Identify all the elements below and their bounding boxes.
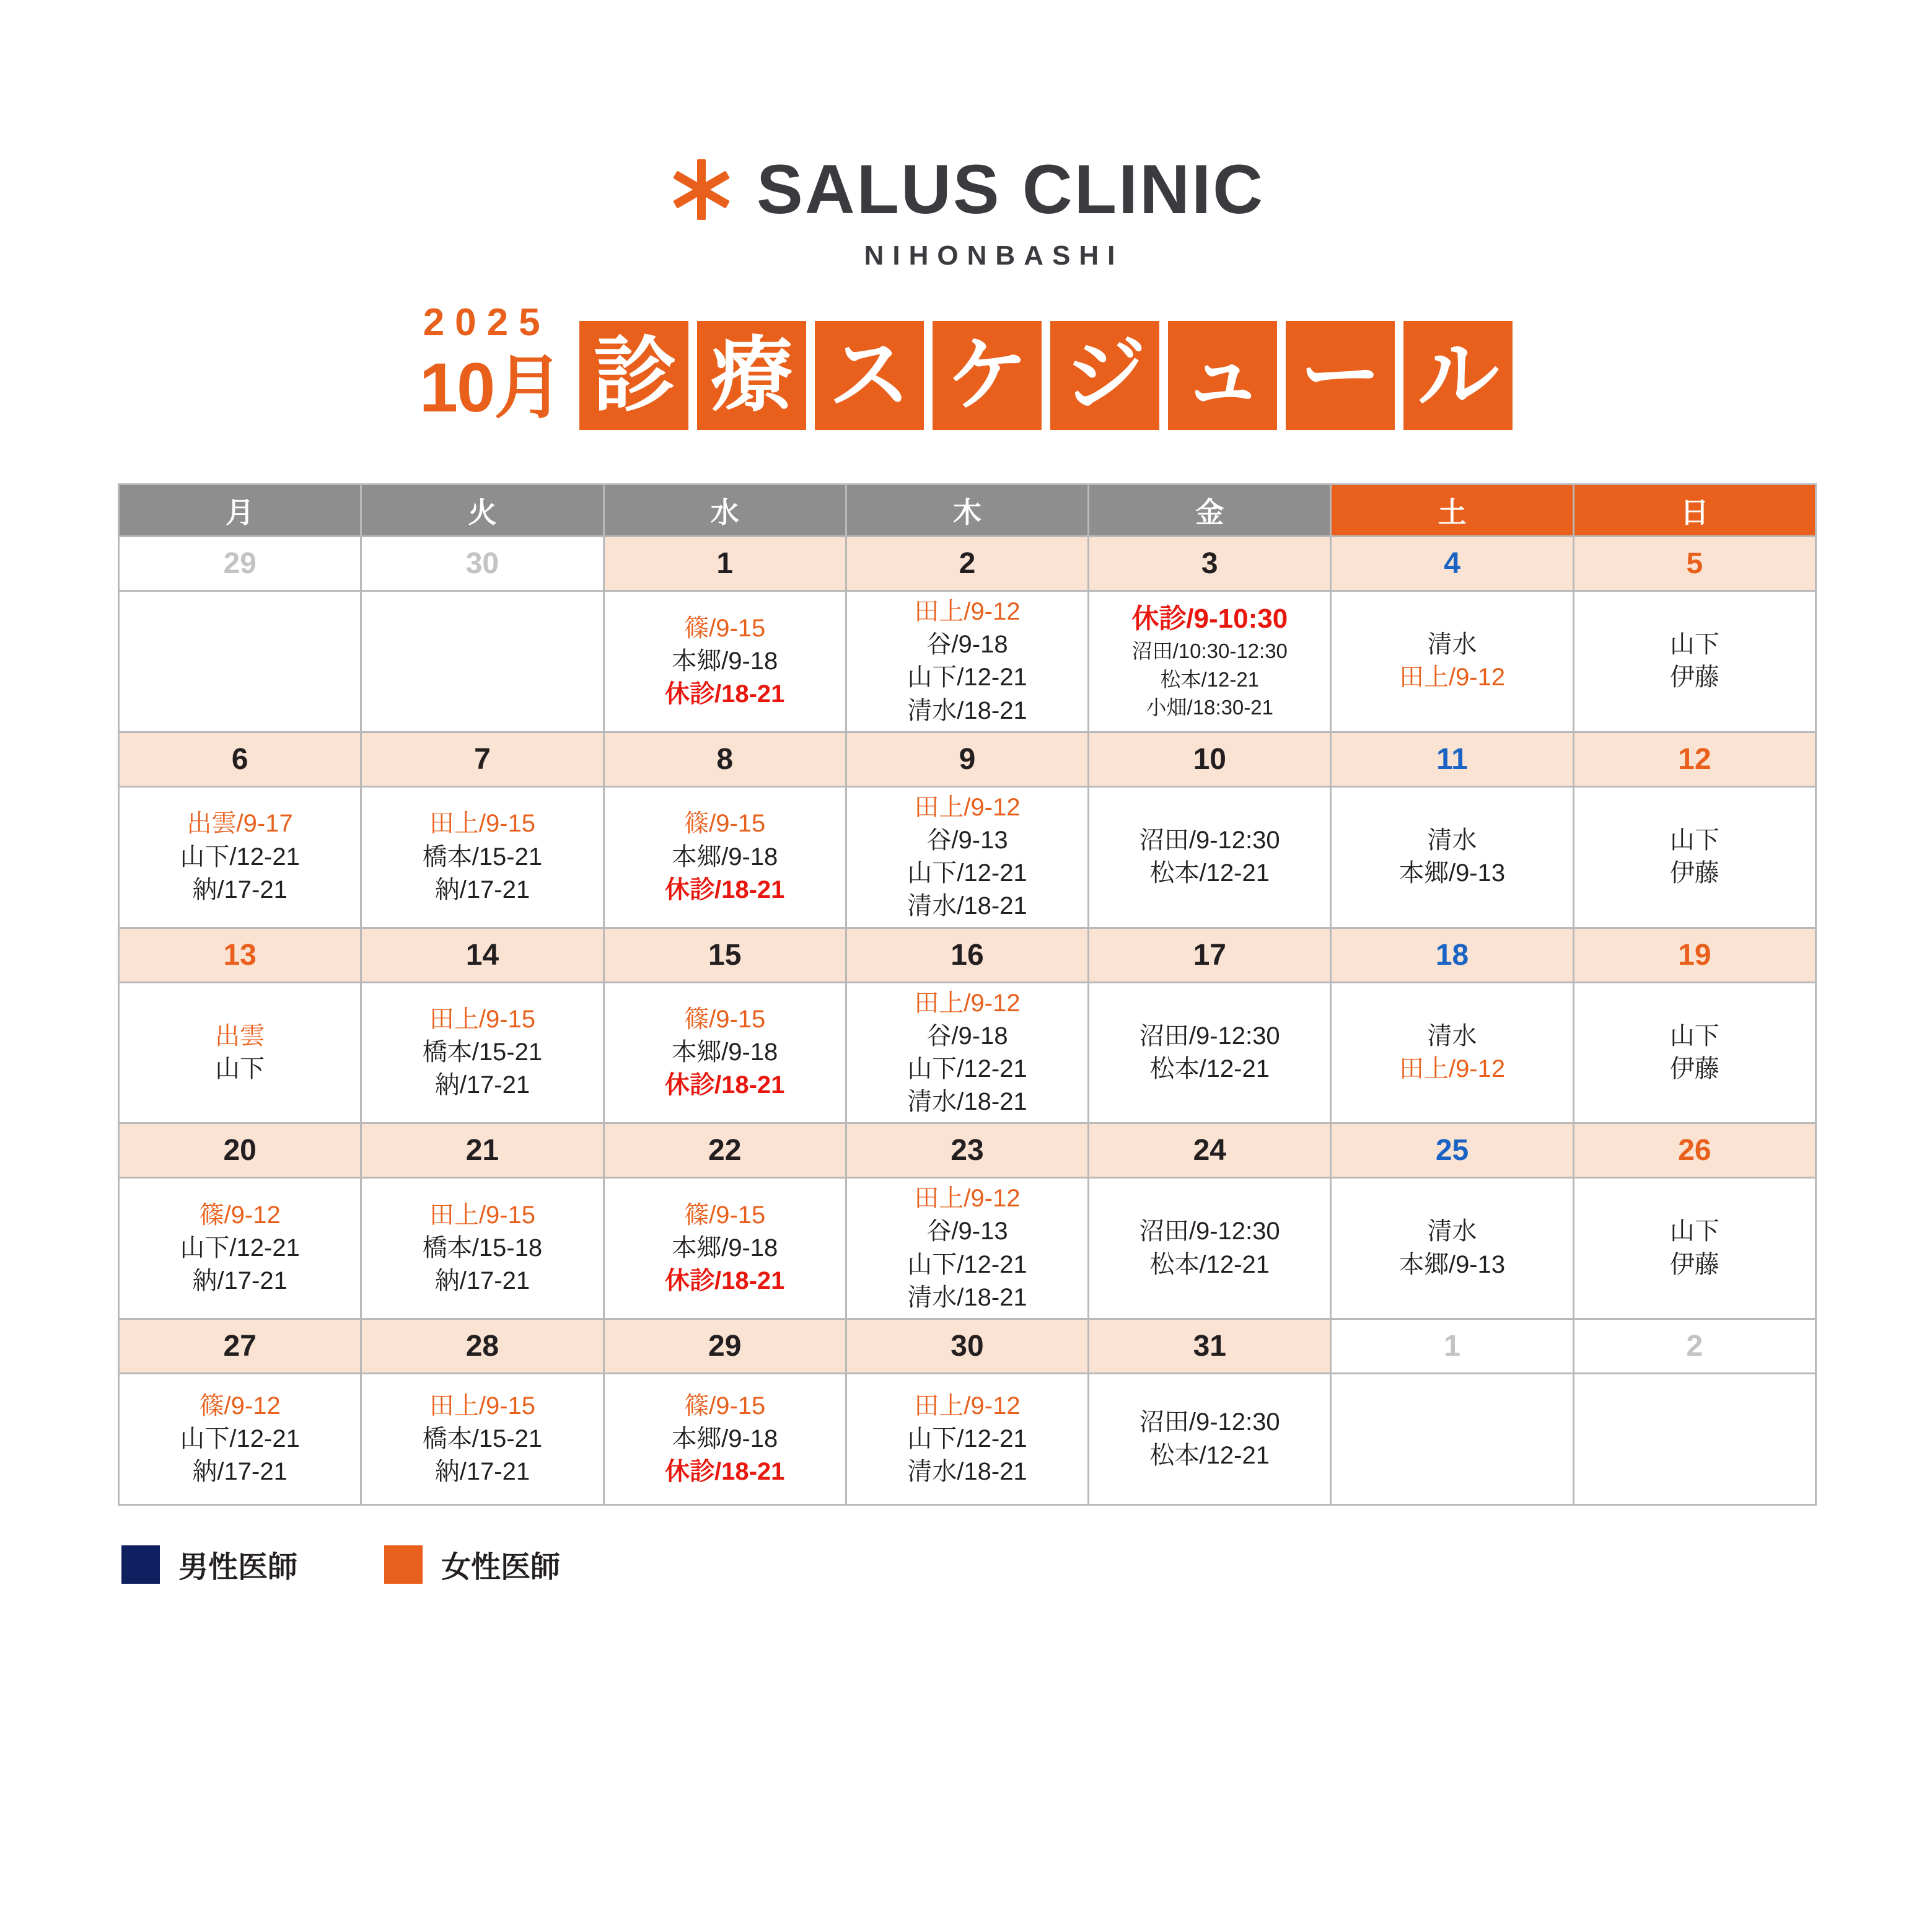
calendar-day-entries [361, 591, 604, 732]
calendar-day-entries [1331, 982, 1573, 1123]
calendar-day-number: 25 [1331, 1123, 1573, 1178]
schedule-entry: 篠/9-12 [199, 1392, 281, 1420]
calendar-day-number: 12 [1573, 732, 1816, 786]
schedule-entry: 篠/9-15 [684, 614, 766, 642]
calendar-day-entries [119, 1178, 361, 1319]
year-label: 2025 [423, 301, 551, 344]
title-kanji-box: 療 [697, 321, 806, 430]
logo-row [118, 151, 1814, 228]
schedule-entry: 松本/12-21 [1160, 667, 1260, 691]
calendar-day-entries [1331, 1374, 1573, 1505]
legend-label: 女性医師 [441, 1551, 561, 1584]
calendar-day-entries [1331, 591, 1573, 732]
schedule-entry: 沼田/9-12:30 [1139, 1408, 1280, 1436]
schedule-entry: 山下/12-21 [180, 1234, 300, 1262]
schedule-entry: 谷/9-18 [926, 1022, 1008, 1050]
schedule-entry: 清水 [1427, 826, 1477, 854]
calendar-day-number: 20 [119, 1123, 361, 1178]
calendar-entries-row [119, 982, 1816, 1123]
schedule-entry: 田上/9-15 [429, 1006, 535, 1034]
schedule-entry: 本郷/9-18 [672, 1234, 778, 1262]
calendar-day-entries [1331, 786, 1573, 928]
calendar-day-number: 26 [1573, 1123, 1816, 1178]
title-kanji-box: ジ [1050, 321, 1159, 430]
calendar-day-number: 24 [1089, 1123, 1331, 1178]
title-kanji-boxes [579, 321, 1513, 430]
brand-header [118, 0, 1814, 271]
schedule-entry: 納/17-21 [434, 1458, 530, 1486]
calendar-dow-header: 月 [119, 485, 361, 537]
schedule-entry: 松本/12-21 [1149, 859, 1270, 887]
calendar-day-number: 11 [1331, 732, 1573, 786]
schedule-entry: 伊藤 [1669, 1250, 1719, 1278]
calendar-day-entries [604, 786, 846, 928]
schedule-entry: 納/17-21 [434, 1071, 530, 1099]
schedule-entry: 休診/18-21 [664, 1267, 785, 1295]
date-block [419, 301, 563, 430]
calendar-day-number: 14 [361, 928, 604, 982]
schedule-entry: 清水/18-21 [907, 696, 1027, 724]
calendar-day-number: 1 [1331, 1319, 1573, 1374]
calendar-day-entries [1089, 591, 1331, 732]
legend-label: 男性医師 [178, 1551, 298, 1584]
schedule-entry: 沼田/9-12:30 [1139, 826, 1280, 854]
calendar-day-entries [119, 982, 361, 1123]
schedule-entry: 篠/9-12 [199, 1201, 281, 1229]
schedule-entry: 清水 [1427, 1022, 1477, 1050]
schedule-entry: 本郷/9-13 [1399, 859, 1506, 887]
calendar-day-number: 8 [604, 732, 846, 786]
calendar-header-row [119, 485, 1816, 537]
calendar-dow-header: 火 [361, 485, 604, 537]
month-label: 10月 [419, 349, 563, 426]
calendar-day-number: 2 [1573, 1319, 1816, 1374]
calendar-day-entries [1573, 591, 1816, 732]
schedule-entry: 本郷/9-18 [672, 647, 778, 675]
title-kanji-box: 診 [579, 321, 688, 430]
schedule-entry: 休診/18-21 [664, 1458, 785, 1486]
schedule-entry: 山下/12-21 [180, 1425, 300, 1452]
schedule-entry: 山下 [1669, 826, 1719, 854]
calendar-dow-header: 土 [1331, 485, 1573, 537]
schedule-entry: 清水/18-21 [907, 1283, 1027, 1311]
calendar-day-number: 19 [1573, 928, 1816, 982]
calendar-day-number: 4 [1331, 537, 1573, 591]
calendar-day-number: 7 [361, 732, 604, 786]
schedule-entry: 沼田/9-12:30 [1139, 1022, 1280, 1050]
schedule-entry: 納/17-21 [192, 876, 288, 903]
calendar-day-entries [604, 1374, 846, 1505]
schedule-entry: 清水 [1427, 1218, 1477, 1245]
schedule-entry: 橋本/15-18 [422, 1234, 543, 1262]
schedule-entry: 山下 [215, 1055, 265, 1082]
calendar-day-number: 6 [119, 732, 361, 786]
calendar-day-number: 5 [1573, 537, 1816, 591]
calendar-day-entries [604, 591, 846, 732]
schedule-entry: 田上/9-12 [1399, 1055, 1506, 1082]
schedule-entry: 納/17-21 [434, 1267, 530, 1295]
schedule-entry: 清水/18-21 [907, 1088, 1027, 1116]
calendar-dow-header: 木 [846, 485, 1088, 537]
title-kanji-box: ケ [933, 321, 1042, 430]
schedule-entry: 本郷/9-18 [672, 1425, 778, 1452]
calendar-day-number: 23 [846, 1123, 1088, 1178]
calendar-day-entries [119, 591, 361, 732]
calendar-day-number: 16 [846, 928, 1088, 982]
calendar-day-entries [846, 1178, 1088, 1319]
calendar-day-number: 1 [604, 537, 846, 591]
calendar-day-entries [1089, 786, 1331, 928]
schedule-entry: 本郷/9-18 [672, 843, 778, 871]
schedule-entry: 田上/9-12 [1399, 664, 1506, 692]
calendar-day-entries [604, 1178, 846, 1319]
calendar-day-number: 22 [604, 1123, 846, 1178]
calendar-day-number: 18 [1331, 928, 1573, 982]
schedule-entry: 田上/9-15 [429, 1201, 535, 1229]
calendar-day-entries [846, 786, 1088, 928]
schedule-entry: 清水/18-21 [907, 892, 1027, 920]
schedule-entry: 田上/9-12 [914, 989, 1021, 1017]
calendar-day-entries [1573, 786, 1816, 928]
calendar-day-entries [1573, 982, 1816, 1123]
schedule-entry: 山下/12-21 [907, 1055, 1027, 1082]
calendar-day-number: 21 [361, 1123, 604, 1178]
legend-swatch-male [121, 1545, 160, 1584]
schedule-entry: 本郷/9-13 [1399, 1250, 1506, 1278]
calendar-dow-header: 日 [1573, 485, 1816, 537]
calendar-day-number: 30 [361, 537, 604, 591]
calendar-day-number: 3 [1089, 537, 1331, 591]
schedule-entry: 田上/9-15 [429, 810, 535, 838]
schedule-entry: 伊藤 [1669, 664, 1719, 692]
calendar-day-entries [1089, 982, 1331, 1123]
schedule-entry: 篠/9-15 [684, 1006, 766, 1034]
schedule-entry: 橋本/15-21 [422, 843, 543, 871]
calendar-day-entries [1331, 1178, 1573, 1319]
calendar-daynum-row [119, 1319, 1816, 1374]
calendar-day-entries [846, 591, 1088, 732]
schedule-entry: 本郷/9-18 [672, 1038, 778, 1066]
calendar-day-entries [119, 786, 361, 928]
title-kanji-box: ー [1286, 321, 1395, 430]
asterisk-icon [667, 156, 735, 224]
schedule-entry: 小畑/18:30-21 [1146, 696, 1273, 719]
legend [118, 1543, 1814, 1586]
calendar-day-entries [361, 1178, 604, 1319]
calendar-day-entries [361, 1374, 604, 1505]
calendar-body [119, 537, 1816, 1505]
schedule-entry: 休診/9-10:30 [1131, 603, 1288, 634]
schedule-entry: 山下 [1669, 1218, 1719, 1245]
calendar-entries-row [119, 1178, 1816, 1319]
schedule-entry: 松本/12-21 [1149, 1441, 1270, 1469]
title-kanji-box: ス [815, 321, 924, 430]
title-row [118, 301, 1814, 430]
legend-item [121, 1543, 297, 1586]
schedule-entry: 田上/9-15 [429, 1392, 535, 1420]
calendar-day-number: 2 [846, 537, 1088, 591]
schedule-entry: 谷/9-13 [926, 826, 1008, 854]
calendar-day-entries [361, 786, 604, 928]
schedule-entry: 橋本/15-21 [422, 1038, 543, 1066]
calendar-day-entries [1573, 1374, 1816, 1505]
schedule-entry: 松本/12-21 [1149, 1250, 1270, 1278]
calendar-day-number: 13 [119, 928, 361, 982]
schedule-entry: 山下/12-21 [907, 664, 1027, 692]
calendar-day-number: 17 [1089, 928, 1331, 982]
schedule-entry: 山下 [1669, 1022, 1719, 1050]
legend-item [384, 1543, 560, 1586]
calendar-daynum-row [119, 732, 1816, 786]
calendar-daynum-row [119, 537, 1816, 591]
schedule-entry: 納/17-21 [192, 1267, 288, 1295]
schedule-entry: 田上/9-12 [914, 598, 1021, 625]
schedule-entry: 橋本/15-21 [422, 1425, 543, 1452]
schedule-entry: 沼田/9-12:30 [1139, 1218, 1280, 1245]
calendar-day-entries [604, 982, 846, 1123]
calendar-entries-row [119, 591, 1816, 732]
schedule-entry: 田上/9-12 [914, 1392, 1021, 1420]
calendar-day-number: 29 [604, 1319, 846, 1374]
schedule-entry: 山下/12-21 [907, 1250, 1027, 1278]
calendar-day-number: 30 [846, 1319, 1088, 1374]
calendar-daynum-row [119, 1123, 1816, 1178]
schedule-entry: 納/17-21 [434, 876, 530, 903]
schedule-entry: 沼田/10:30-12:30 [1131, 639, 1288, 663]
title-kanji-box: ル [1403, 321, 1513, 430]
schedule-entry: 篠/9-15 [684, 1392, 766, 1420]
calendar-day-number: 31 [1089, 1319, 1331, 1374]
schedule-entry: 清水/18-21 [907, 1458, 1027, 1486]
calendar-day-number: 28 [361, 1319, 604, 1374]
legend-swatch-female [384, 1545, 423, 1584]
brand-subtitle: NIHONBASHI [864, 240, 1124, 271]
calendar-entries-row [119, 786, 1816, 928]
calendar-day-entries [1089, 1178, 1331, 1319]
calendar-day-entries [119, 1374, 361, 1505]
calendar-dow-header: 金 [1089, 485, 1331, 537]
schedule-entry: 山下/12-21 [907, 859, 1027, 887]
brand-name: SALUS CLINIC [757, 151, 1265, 228]
schedule-entry: 出雲/9-17 [187, 810, 293, 838]
schedule-entry: 山下/12-21 [907, 1425, 1027, 1452]
calendar-day-entries [846, 982, 1088, 1123]
schedule-entry: 休診/18-21 [664, 680, 785, 708]
calendar-entries-row [119, 1374, 1816, 1505]
schedule-entry: 山下/12-21 [180, 843, 300, 871]
schedule-entry: 清水 [1427, 631, 1477, 659]
calendar-day-number: 29 [119, 537, 361, 591]
calendar-day-entries [1089, 1374, 1331, 1505]
schedule-calendar [118, 483, 1817, 1506]
calendar-dow-header: 水 [604, 485, 846, 537]
schedule-entry: 山下 [1669, 631, 1719, 659]
schedule-entry: 休診/18-21 [664, 876, 785, 903]
schedule-entry: 松本/12-21 [1149, 1055, 1270, 1082]
schedule-entry: 篠/9-15 [684, 810, 766, 838]
calendar-day-number: 9 [846, 732, 1088, 786]
calendar-day-entries [1573, 1178, 1816, 1319]
schedule-entry: 篠/9-15 [684, 1201, 766, 1229]
calendar-day-number: 27 [119, 1319, 361, 1374]
schedule-entry: 出雲 [215, 1022, 265, 1050]
schedule-entry: 谷/9-13 [926, 1218, 1008, 1245]
calendar-day-number: 10 [1089, 732, 1331, 786]
calendar-daynum-row [119, 928, 1816, 982]
schedule-entry: 休診/18-21 [664, 1071, 785, 1099]
schedule-entry: 伊藤 [1669, 859, 1719, 887]
schedule-entry: 谷/9-18 [926, 631, 1008, 659]
calendar-day-entries [846, 1374, 1088, 1505]
schedule-entry: 伊藤 [1669, 1055, 1719, 1082]
title-kanji-box: ュ [1168, 321, 1277, 430]
schedule-entry: 田上/9-12 [914, 1185, 1021, 1213]
schedule-entry: 納/17-21 [192, 1458, 288, 1486]
schedule-entry: 田上/9-12 [914, 793, 1021, 821]
calendar-day-entries [361, 982, 604, 1123]
calendar-day-number: 15 [604, 928, 846, 982]
